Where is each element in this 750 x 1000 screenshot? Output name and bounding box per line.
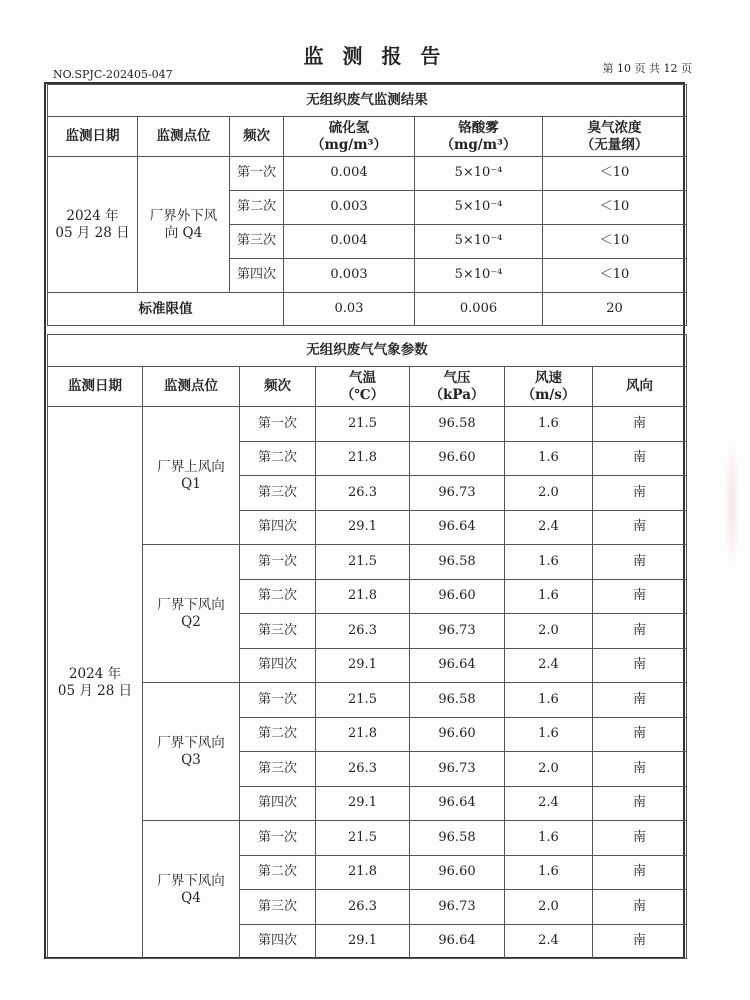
- date-cell: 2024 年 05 月 28 日: [48, 157, 138, 293]
- wind-speed-value: 1.6: [505, 545, 593, 580]
- col-header-chromic-acid: 铬酸雾 （mg/m³）: [415, 117, 543, 157]
- date-cell: 2024 年 05 月 28 日: [48, 407, 143, 959]
- wind-direction-value: 南: [593, 786, 687, 821]
- pressure-value: 96.58: [410, 407, 505, 442]
- standard-limit-label: 标准限值: [48, 293, 284, 326]
- frequency-cell: 第三次: [240, 476, 316, 511]
- col-header-location: 监测点位: [138, 117, 230, 157]
- frequency-cell: 第二次: [240, 717, 316, 752]
- wind-speed-value: 1.6: [505, 407, 593, 442]
- wind-direction-value: 南: [593, 648, 687, 683]
- wind-speed-value: 2.0: [505, 752, 593, 787]
- wind-direction-value: 南: [593, 683, 687, 718]
- pressure-value: 96.58: [410, 545, 505, 580]
- chromic-acid-value: 5×10⁻⁴: [415, 259, 543, 293]
- frequency-cell: 第三次: [240, 614, 316, 649]
- wind-speed-value: 2.4: [505, 786, 593, 821]
- pressure-value: 96.60: [410, 579, 505, 614]
- temperature-value: 26.3: [316, 614, 410, 649]
- temperature-value: 26.3: [316, 476, 410, 511]
- col-header-frequency: 频次: [240, 367, 316, 407]
- pressure-value: 96.60: [410, 441, 505, 476]
- table-row: [48, 157, 687, 191]
- chromic-acid-value: 5×10⁻⁴: [415, 191, 543, 225]
- h2s-value: 0.003: [284, 259, 415, 293]
- frequency-cell: 第二次: [240, 441, 316, 476]
- wind-direction-value: 南: [593, 441, 687, 476]
- wind-speed-value: 1.6: [505, 683, 593, 718]
- section-title: 无组织废气气象参数: [48, 335, 687, 367]
- pressure-value: 96.60: [410, 855, 505, 890]
- limit-odor: 20: [543, 293, 687, 326]
- pressure-value: 96.58: [410, 821, 505, 856]
- wind-speed-value: 1.6: [505, 579, 593, 614]
- pressure-value: 96.64: [410, 648, 505, 683]
- table-row: [48, 821, 687, 856]
- wind-speed-value: 2.4: [505, 510, 593, 545]
- wind-direction-value: 南: [593, 890, 687, 925]
- meteorological-table: [47, 334, 687, 959]
- limit-chromic-acid: 0.006: [415, 293, 543, 326]
- paper-stain: [724, 440, 740, 570]
- odor-value: ＜10: [543, 225, 687, 259]
- location-cell: 厂界外下风 向 Q4: [138, 157, 230, 293]
- wind-speed-value: 1.6: [505, 441, 593, 476]
- pressure-value: 96.64: [410, 510, 505, 545]
- pressure-value: 96.58: [410, 683, 505, 718]
- wind-direction-value: 南: [593, 510, 687, 545]
- table-row: [48, 683, 687, 718]
- frequency-cell: 第四次: [230, 259, 284, 293]
- wind-direction-value: 南: [593, 614, 687, 649]
- col-header-date: 监测日期: [48, 367, 143, 407]
- pressure-value: 96.73: [410, 614, 505, 649]
- table-row: [48, 407, 687, 442]
- col-header-frequency: 频次: [230, 117, 284, 157]
- odor-value: ＜10: [543, 191, 687, 225]
- wind-direction-value: 南: [593, 924, 687, 959]
- pressure-value: 96.60: [410, 717, 505, 752]
- odor-value: ＜10: [543, 259, 687, 293]
- chromic-acid-value: 5×10⁻⁴: [415, 157, 543, 191]
- frequency-cell: 第四次: [240, 786, 316, 821]
- frequency-cell: 第一次: [230, 157, 284, 191]
- emission-results-table: [47, 84, 687, 326]
- temperature-value: 21.8: [316, 855, 410, 890]
- temperature-value: 26.3: [316, 890, 410, 925]
- document-number: NO.SPJC-202405-047: [53, 68, 173, 81]
- temperature-value: 21.8: [316, 579, 410, 614]
- page-info: 第 10 页 共 12 页: [602, 62, 692, 75]
- col-header-location: 监测点位: [143, 367, 240, 407]
- wind-direction-value: 南: [593, 855, 687, 890]
- temperature-value: 21.5: [316, 407, 410, 442]
- wind-direction-value: 南: [593, 579, 687, 614]
- frequency-cell: 第一次: [240, 545, 316, 580]
- col-header-temperature: 气温 （℃）: [316, 367, 410, 407]
- frequency-cell: 第二次: [240, 855, 316, 890]
- h2s-value: 0.004: [284, 225, 415, 259]
- frequency-cell: 第一次: [240, 683, 316, 718]
- col-header-wind-speed: 风速 （m/s）: [505, 367, 593, 407]
- wind-speed-value: 1.6: [505, 821, 593, 856]
- frequency-cell: 第二次: [230, 191, 284, 225]
- temperature-value: 21.5: [316, 683, 410, 718]
- location-cell: 厂界上风向 Q1: [143, 407, 240, 545]
- pressure-value: 96.73: [410, 890, 505, 925]
- pressure-value: 96.64: [410, 924, 505, 959]
- frequency-cell: 第三次: [230, 225, 284, 259]
- frequency-cell: 第四次: [240, 924, 316, 959]
- temperature-value: 29.1: [316, 786, 410, 821]
- wind-direction-value: 南: [593, 717, 687, 752]
- location-cell: 厂界下风向 Q2: [143, 545, 240, 683]
- pressure-value: 96.73: [410, 752, 505, 787]
- table-row: [48, 545, 687, 580]
- limit-h2s: 0.03: [284, 293, 415, 326]
- wind-speed-value: 2.4: [505, 648, 593, 683]
- wind-speed-value: 1.6: [505, 855, 593, 890]
- temperature-value: 26.3: [316, 752, 410, 787]
- location-cell: 厂界下风向 Q3: [143, 683, 240, 821]
- wind-speed-value: 2.0: [505, 476, 593, 511]
- frequency-cell: 第三次: [240, 752, 316, 787]
- wind-speed-value: 1.6: [505, 717, 593, 752]
- temperature-value: 21.8: [316, 717, 410, 752]
- wind-speed-value: 2.0: [505, 614, 593, 649]
- frequency-cell: 第四次: [240, 510, 316, 545]
- section-title: 无组织废气监测结果: [48, 85, 687, 117]
- temperature-value: 21.8: [316, 441, 410, 476]
- h2s-value: 0.004: [284, 157, 415, 191]
- col-header-date: 监测日期: [48, 117, 138, 157]
- wind-direction-value: 南: [593, 407, 687, 442]
- wind-direction-value: 南: [593, 545, 687, 580]
- frequency-cell: 第四次: [240, 648, 316, 683]
- location-cell: 厂界下风向 Q4: [143, 821, 240, 959]
- col-header-odor: 臭气浓度 （无量纲）: [543, 117, 687, 157]
- report-title: 监 测 报 告: [303, 44, 447, 68]
- temperature-value: 29.1: [316, 510, 410, 545]
- pressure-value: 96.73: [410, 476, 505, 511]
- wind-direction-value: 南: [593, 476, 687, 511]
- temperature-value: 29.1: [316, 648, 410, 683]
- col-header-h2s: 硫化氢 （mg/m³）: [284, 117, 415, 157]
- frequency-cell: 第一次: [240, 821, 316, 856]
- frequency-cell: 第三次: [240, 890, 316, 925]
- odor-value: ＜10: [543, 157, 687, 191]
- frequency-cell: 第一次: [240, 407, 316, 442]
- temperature-value: 21.5: [316, 821, 410, 856]
- temperature-value: 29.1: [316, 924, 410, 959]
- col-header-wind-direction: 风向: [593, 367, 687, 407]
- wind-speed-value: 2.0: [505, 890, 593, 925]
- pressure-value: 96.64: [410, 786, 505, 821]
- wind-direction-value: 南: [593, 752, 687, 787]
- h2s-value: 0.003: [284, 191, 415, 225]
- temperature-value: 21.5: [316, 545, 410, 580]
- chromic-acid-value: 5×10⁻⁴: [415, 225, 543, 259]
- col-header-pressure: 气压 （kPa）: [410, 367, 505, 407]
- wind-direction-value: 南: [593, 821, 687, 856]
- frequency-cell: 第二次: [240, 579, 316, 614]
- wind-speed-value: 2.4: [505, 924, 593, 959]
